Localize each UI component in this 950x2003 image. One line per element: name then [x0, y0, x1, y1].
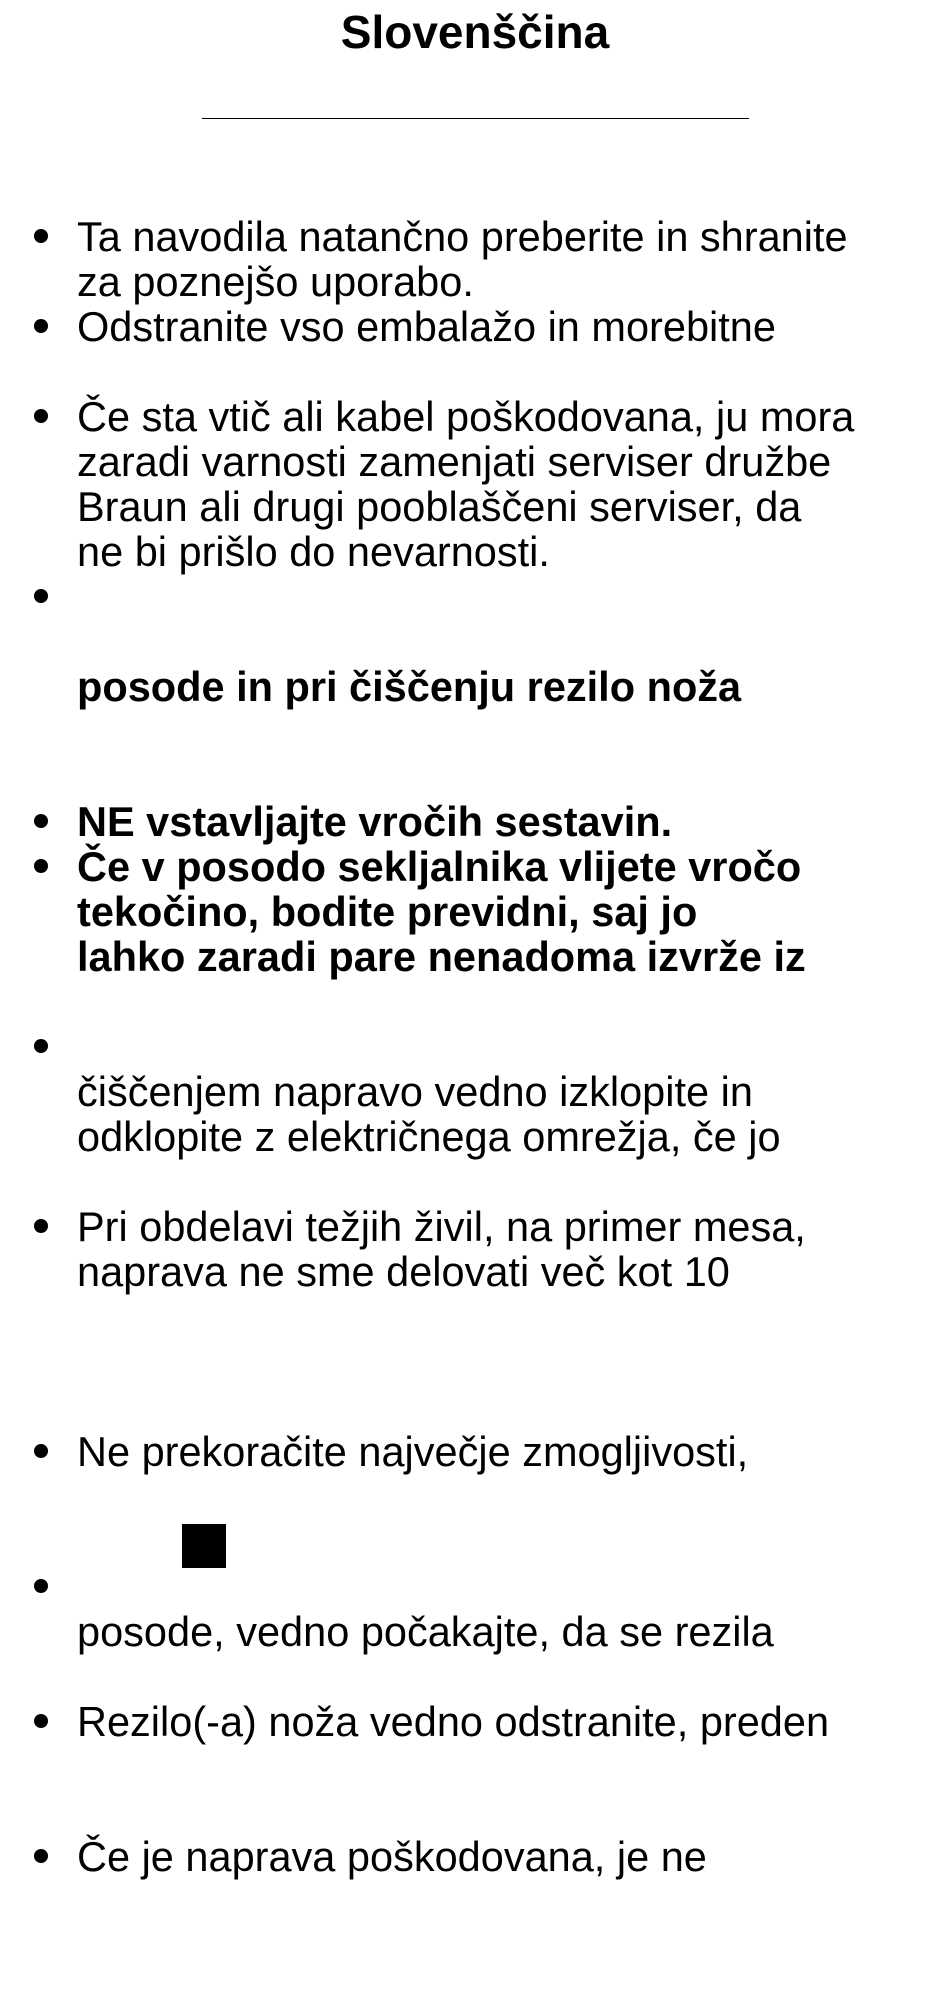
list-item [77, 1609, 937, 1654]
list-item [77, 799, 937, 844]
bullet-marker [34, 1579, 48, 1593]
item-line: Ta navodila natančno preberite in shranite [77, 213, 848, 260]
list-item [77, 844, 937, 979]
list-item [77, 304, 937, 349]
item-line: Rezilo(-a) noža vedno odstranite, preden [77, 1698, 830, 1745]
page-title: Slovenščina [340, 6, 610, 58]
item-line: naprava ne sme delovati več kot 10 [77, 1248, 730, 1295]
item-line: Pri obdelavi težjih živil, na primer mesa, [77, 1203, 806, 1250]
item-line: Braun ali drugi pooblaščeni serviser, da [77, 483, 802, 530]
item-line: zaradi varnosti zamenjati serviser družbe [77, 438, 832, 485]
bullet-marker [34, 319, 48, 333]
item-line: ne bi prišlo do nevarnosti. [77, 528, 550, 575]
item-line: čiščenjem napravo vedno izklopite in [77, 1068, 753, 1115]
bullet-marker [34, 589, 48, 603]
title-divider [202, 118, 749, 119]
list-item [77, 1429, 937, 1474]
item-line: odklopite z električnega omrežja, če jo [77, 1113, 781, 1160]
item-line: za poznejšo uporabo. [77, 258, 474, 305]
bullet-marker [34, 1849, 48, 1863]
bullet-marker [34, 1714, 48, 1728]
bullet-marker [34, 1219, 48, 1233]
list-item [77, 1834, 937, 1879]
item-line: Odstranite vso embalažo in morebitne [77, 303, 776, 350]
item-line: Če sta vtič ali kabel poškodovana, ju mora [77, 393, 855, 440]
item-line: NE vstavljajte vročih sestavin. [77, 798, 673, 845]
item-line: posode in pri čiščenju rezilo noža [77, 663, 742, 710]
list-item [77, 214, 937, 304]
bullet-marker [34, 409, 48, 423]
item-line: lahko zaradi pare nenadoma izvrže iz [77, 933, 806, 980]
bullet-marker [34, 814, 48, 828]
black-square-mark [182, 1524, 226, 1568]
item-line: Če v posodo sekljalnika vlijete vročo [77, 843, 802, 890]
item-line: Ne prekoračite največje zmogljivosti, [77, 1428, 749, 1475]
bullet-marker [34, 1444, 48, 1458]
item-line: tekočino, bodite previdni, saj jo [77, 888, 698, 935]
item-line: Če je naprava poškodovana, je ne [77, 1833, 707, 1880]
item-line: posode, vedno počakajte, da se rezila [77, 1608, 774, 1655]
bullet-marker [34, 229, 48, 243]
list-item [77, 1204, 937, 1294]
list-item [77, 1069, 937, 1159]
bullet-marker [34, 859, 48, 873]
bullet-marker [34, 1039, 48, 1053]
list-item [77, 394, 937, 574]
list-item [77, 1699, 937, 1744]
list-item [77, 664, 937, 709]
